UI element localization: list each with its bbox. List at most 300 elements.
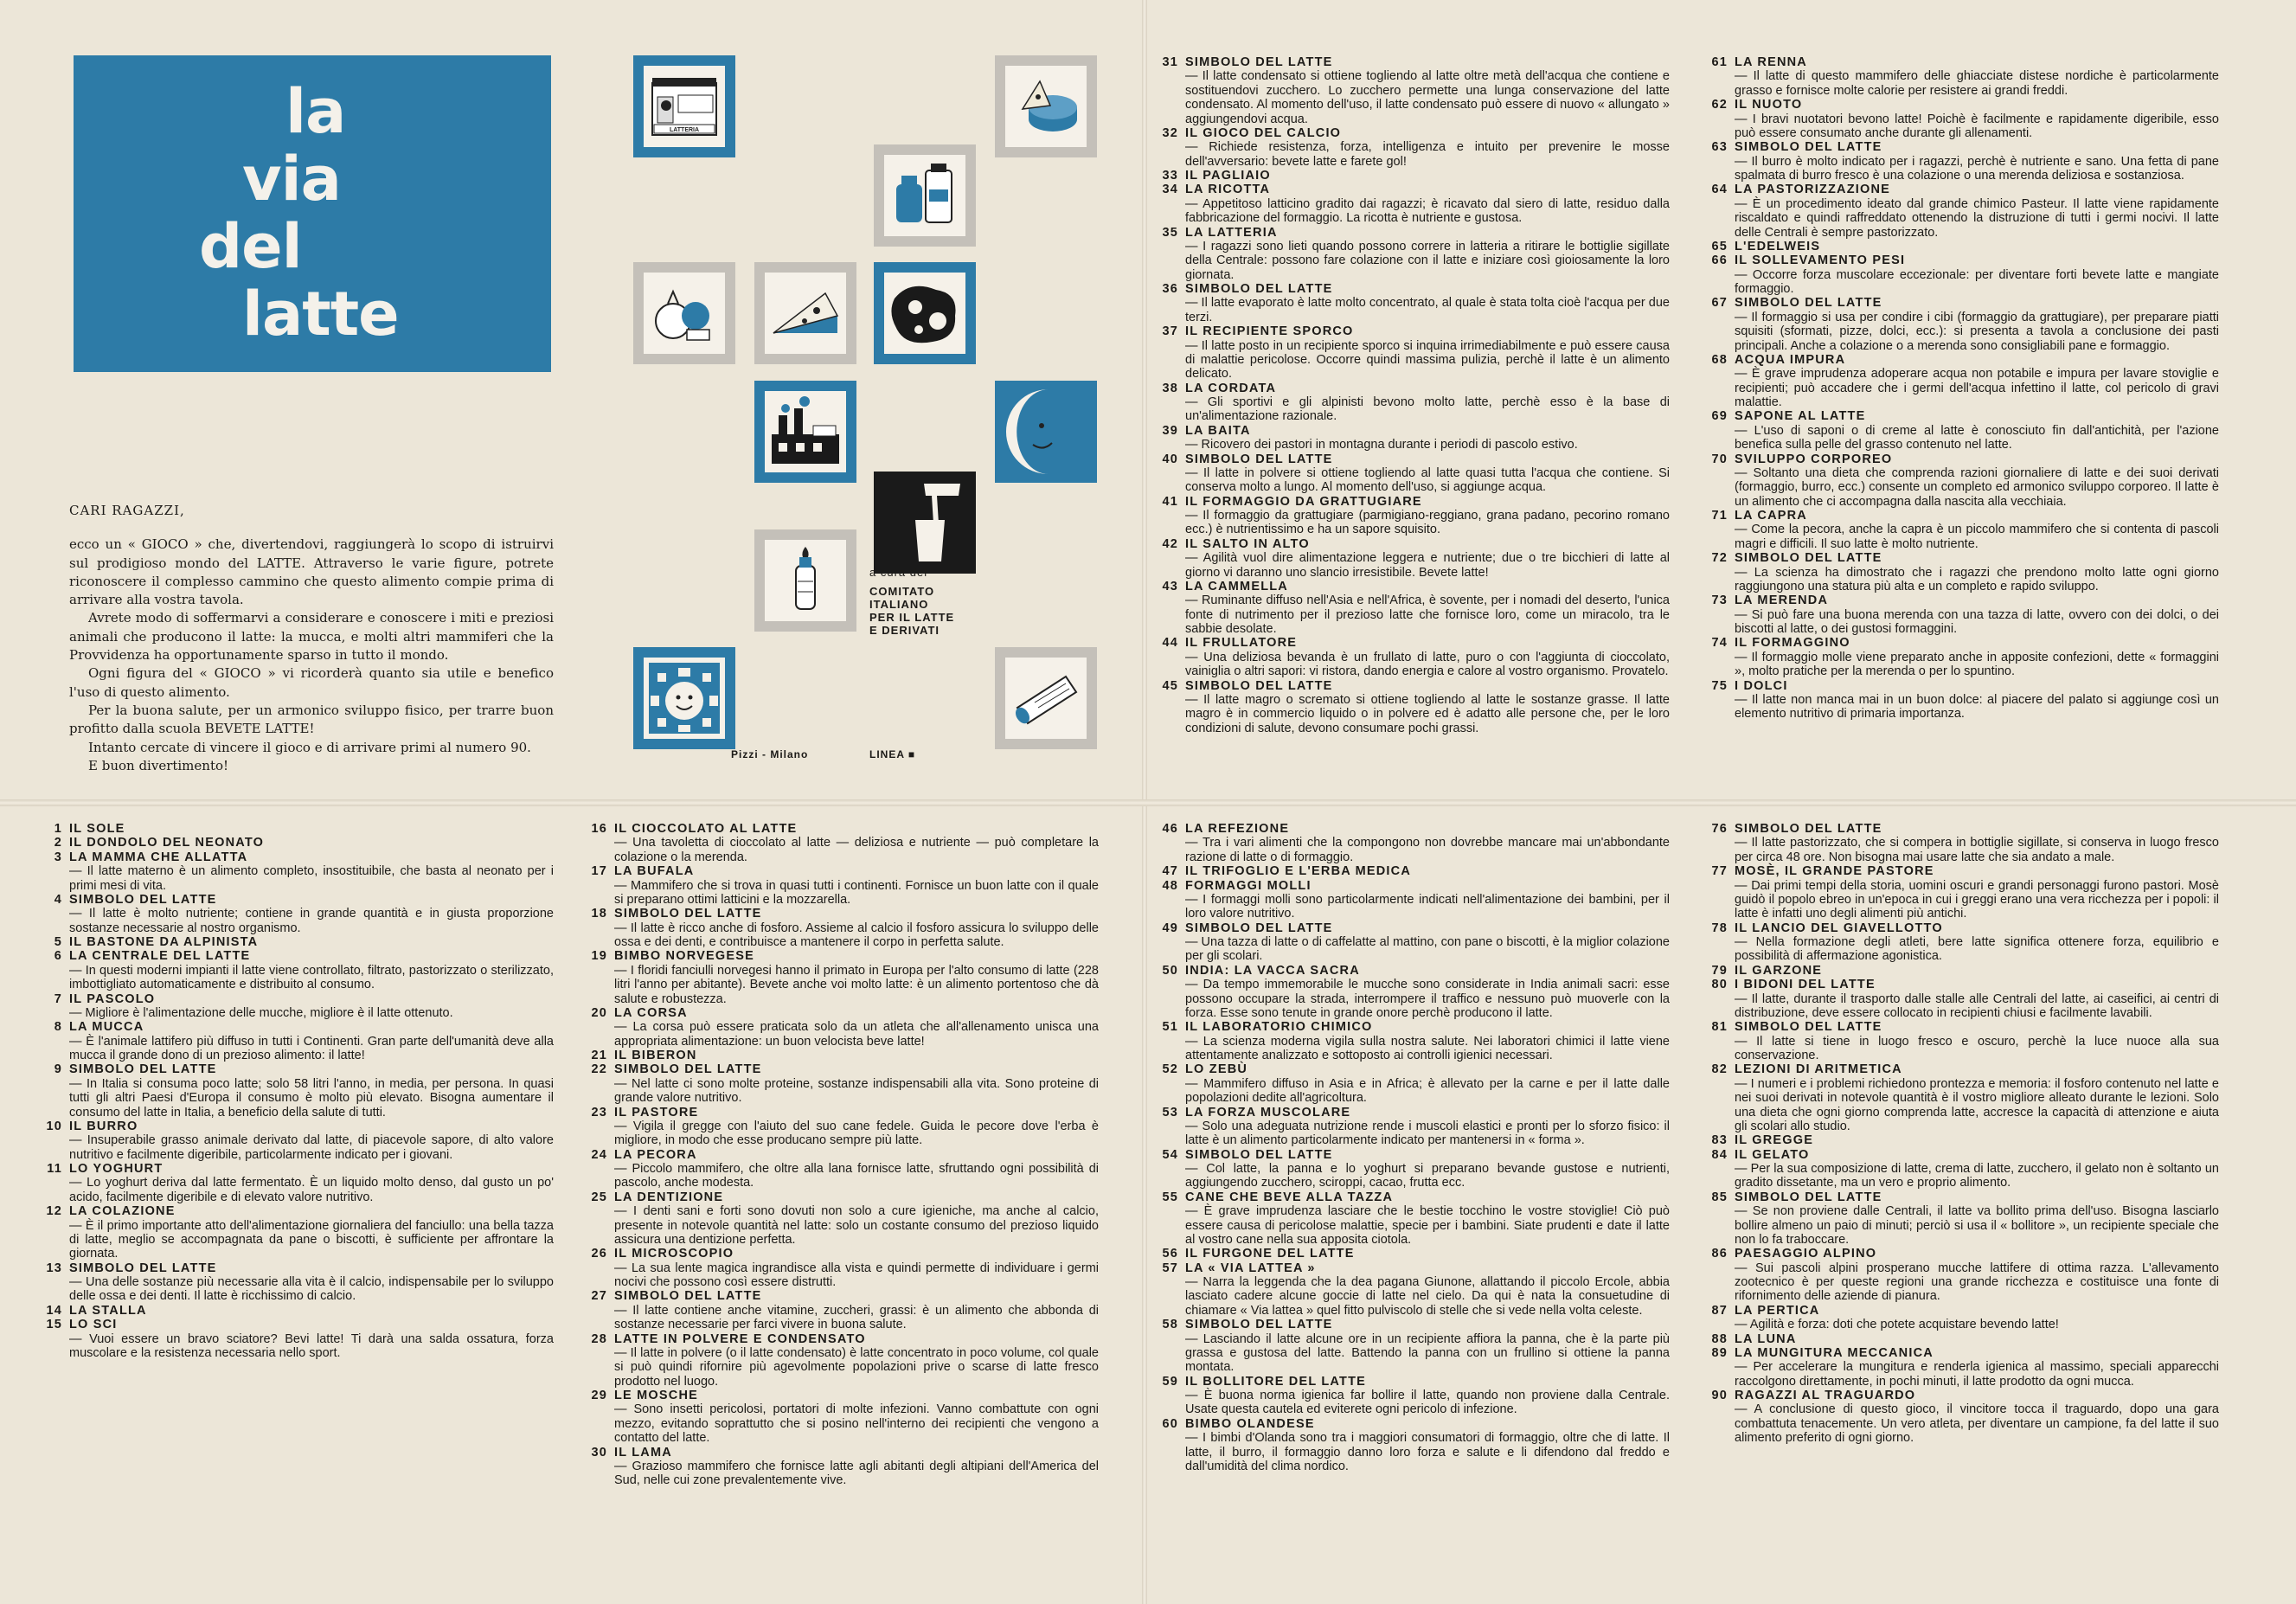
list-item bbox=[588, 949, 1099, 1006]
entry-description: — Il latte è ricco anche di fosforo. Assieme al calcio il fosforo assicura lo sviluppo delle ossa e dei denti, e contribuisce a mantenere il corpo in perfetta salute. bbox=[614, 921, 1099, 949]
entry-number: 54 bbox=[1162, 1147, 1178, 1162]
entry-title: IL BASTONE DA ALPINISTA bbox=[69, 935, 259, 949]
entries-column-76-90 bbox=[1709, 822, 2219, 1446]
entry-title: IL SOLE bbox=[69, 822, 125, 836]
entry-title: IL LABORATORIO CHIMICO bbox=[1185, 1020, 1373, 1035]
entry-title: FORMAGGI MOLLI bbox=[1185, 878, 1312, 893]
entries-column-1-15 bbox=[43, 822, 554, 1360]
list-item bbox=[1159, 382, 1670, 424]
entry-title: LA CORDATA bbox=[1185, 381, 1277, 395]
entry-title: LEZIONI DI ARITMETICA bbox=[1735, 1062, 1902, 1077]
entry-description: — I bimbi d'Olanda sono tra i maggiori consumatori di formaggio, oltre che di latte. Il latte, il burro, il formaggio danno loro forza e salute e li difendono dal freddo e dall'umidità del clima nordico. bbox=[1185, 1431, 1670, 1473]
entry-heading bbox=[1159, 1106, 1670, 1120]
list-item bbox=[43, 1204, 554, 1261]
entry-number: 24 bbox=[591, 1147, 607, 1162]
entry-title: IL NUOTO bbox=[1735, 98, 1803, 112]
entry-number: 36 bbox=[1162, 282, 1178, 296]
entry-description: — Gli sportivi e gli alpinisti bevono molto latte, perchè esso è la base di un'alimentazione razionale. bbox=[1185, 395, 1670, 424]
entry-title: SIMBOLO DEL LATTE bbox=[1185, 678, 1333, 693]
entries-column-16-30 bbox=[588, 822, 1099, 1488]
list-item bbox=[43, 893, 554, 935]
entry-heading bbox=[43, 1304, 554, 1318]
entry-title: IL FRULLATORE bbox=[1185, 636, 1298, 651]
entry-heading bbox=[1709, 183, 2219, 196]
entry-description: — Il latte si tiene in luogo fresco e oscuro, perchè la luce nuoce alla sua conservazione. bbox=[1735, 1034, 2219, 1062]
list-item bbox=[1709, 1332, 2219, 1346]
entry-title: RAGAZZI AL TRAGUARDO bbox=[1735, 1389, 1916, 1402]
entry-title: SIMBOLO DEL LATTE bbox=[1185, 1318, 1333, 1332]
entry-number: 11 bbox=[47, 1162, 62, 1176]
entry-number: 77 bbox=[1711, 864, 1728, 879]
entry-title: LA BUFALA bbox=[614, 864, 695, 879]
entry-title: IL GREGGE bbox=[1735, 1133, 1814, 1148]
entry-title: LA MUNGITURA MECCANICA bbox=[1735, 1345, 1934, 1360]
entry-title: SIMBOLO DEL LATTE bbox=[1735, 1020, 1882, 1035]
list-item bbox=[1709, 409, 2219, 452]
entry-heading bbox=[1709, 1020, 2219, 1034]
entry-heading bbox=[588, 1006, 1099, 1020]
entry-heading bbox=[588, 1148, 1099, 1162]
entry-number: 51 bbox=[1162, 1020, 1178, 1035]
list-item bbox=[1159, 424, 1670, 452]
entry-description: — Il formaggio da grattugiare (parmigiano-reggiano, grana padano, pecorino romano ecc.) è nutrientissimo e ha un sapore squisito. bbox=[1185, 509, 1670, 537]
entry-heading bbox=[1709, 296, 2219, 310]
intro-greeting: CARI RAGAZZI, bbox=[69, 503, 185, 518]
entry-heading bbox=[588, 1289, 1099, 1303]
entry-heading bbox=[1159, 879, 1670, 893]
list-item bbox=[1709, 1190, 2219, 1248]
entry-title: IL PASTORE bbox=[614, 1105, 699, 1120]
list-item bbox=[1709, 1133, 2219, 1147]
entry-heading bbox=[1709, 1062, 2219, 1076]
entry-heading bbox=[1709, 253, 2219, 267]
milk-glass-icon bbox=[874, 472, 976, 574]
entry-heading bbox=[43, 1204, 554, 1218]
entry-description: — La corsa può essere praticata solo da un atleta che all'allenamento unisca una appropriata alimentazione: un buon velocista beve latte! bbox=[614, 1020, 1099, 1049]
list-item bbox=[1709, 1062, 2219, 1133]
list-item bbox=[588, 1190, 1099, 1248]
entry-title: LA REFEZIONE bbox=[1185, 822, 1290, 836]
entry-title: I BIDONI DEL LATTE bbox=[1735, 978, 1876, 992]
entry-number: 27 bbox=[591, 1289, 607, 1304]
entry-number: 9 bbox=[54, 1062, 62, 1077]
entry-title: SIMBOLO DEL LATTE bbox=[1185, 282, 1333, 296]
entry-description: — Si può fare una buona merenda con una tazza di latte, ovvero con dei dolci, o dei biscotti al latte, o dei gustosi formaggini. bbox=[1735, 607, 2219, 636]
entry-description: — Vigila il gregge con l'aiuto del suo cane fedele. Guida le pecore dove l'erba è migliore, in modo che esse producano sempre più latte. bbox=[614, 1119, 1099, 1148]
entry-number: 63 bbox=[1711, 140, 1728, 155]
entry-title: IL DONDOLO DEL NEONATO bbox=[69, 836, 265, 850]
entry-number: 1 bbox=[54, 822, 62, 836]
entry-number: 69 bbox=[1711, 409, 1728, 424]
entry-description: — È il primo importante atto dell'alimentazione giornaliera del fanciullo: una bella tazza di latte, meglio se accompagnata da pane o biscotti, è sufficiente per affrontare la giornata. bbox=[69, 1218, 554, 1261]
entry-title: LA CORSA bbox=[614, 1005, 688, 1020]
entry-title: CANE CHE BEVE ALLA TAZZA bbox=[1185, 1190, 1394, 1204]
entry-title: IL LAMA bbox=[614, 1445, 672, 1460]
entry-heading bbox=[1159, 324, 1670, 338]
cheese-slice-icon bbox=[754, 262, 856, 364]
entry-heading bbox=[588, 864, 1099, 878]
entry-heading bbox=[588, 1446, 1099, 1460]
entry-heading bbox=[1159, 452, 1670, 466]
baby-bottle-icon bbox=[754, 529, 856, 632]
entry-number: 86 bbox=[1711, 1247, 1728, 1261]
entry-heading bbox=[588, 1049, 1099, 1062]
list-item bbox=[588, 1148, 1099, 1190]
entry-description: — L'uso di saponi o di creme al latte è conosciuto fin dall'antichità, per l'azione benefica sulla pelle del grasso contenuto nel latte. bbox=[1735, 423, 2219, 452]
entry-heading bbox=[588, 949, 1099, 963]
entry-description: — Una deliziosa bevanda è un frullato di latte, puro o con l'aggiunta di cioccolato, vainiglia o altri sapori: vi ristora, dando energia e calore al vostro organismo. Provatelo. bbox=[1185, 650, 1670, 679]
entry-number: 88 bbox=[1711, 1331, 1728, 1346]
entry-number: 35 bbox=[1162, 225, 1178, 240]
entry-title: LA PERTICA bbox=[1735, 1303, 1820, 1318]
list-item bbox=[588, 864, 1099, 907]
printer-credit: Pizzi - Milano bbox=[731, 748, 809, 760]
entry-description: — In questi moderni impianti il latte viene controllato, filtrato, pastorizzato o sterilizzato, imbottigliato automaticamente e distribuito al consumo. bbox=[69, 963, 554, 992]
list-item bbox=[1159, 282, 1670, 324]
entry-title: LA RICOTTA bbox=[1185, 183, 1271, 197]
entry-number: 65 bbox=[1711, 239, 1728, 253]
entry-description: — Il latte evaporato è latte molto concentrato, al quale è stata tolta cioè l'acqua per due terzi. bbox=[1185, 296, 1670, 324]
entry-description: — Il latte in polvere (o il latte condensato) è latte concentrato in poco volume, col quale si può quindi rifornire più agevolmente popolazioni prive o scarse di latte fresco prodotto nel luogo. bbox=[614, 1345, 1099, 1389]
entry-heading bbox=[43, 949, 554, 963]
entry-heading bbox=[588, 822, 1099, 836]
entry-number: 23 bbox=[591, 1105, 607, 1120]
entry-heading bbox=[43, 836, 554, 850]
entry-title: LA COLAZIONE bbox=[69, 1204, 176, 1219]
entry-heading bbox=[1709, 55, 2219, 69]
entry-description: — Grazioso mammifero che fornisce latte agli abitanti degli altipiani dell'America del Sud, nelle cui zone prevalentemente vive. bbox=[614, 1459, 1099, 1488]
entry-heading bbox=[1159, 1261, 1670, 1275]
list-item bbox=[1709, 978, 2219, 1020]
entry-heading bbox=[1159, 282, 1670, 296]
list-item bbox=[1709, 864, 2219, 921]
list-item bbox=[1159, 636, 1670, 678]
entries-column-61-75 bbox=[1709, 55, 2219, 722]
entry-number: 83 bbox=[1711, 1133, 1728, 1148]
entry-title: LA CAPRA bbox=[1735, 509, 1807, 523]
entry-number: 67 bbox=[1711, 296, 1728, 311]
entry-description: — I ragazzi sono lieti quando possono correre in latteria a ritirare le bottiglie sigillate della Centrale: possono fare colazione con il latte e iniziare così gioiosamente la loro giornata. bbox=[1185, 239, 1670, 282]
entry-number: 18 bbox=[591, 907, 607, 921]
entry-heading bbox=[1709, 140, 2219, 154]
entry-description: — Nel latte ci sono molte proteine, sostanze indispensabili alla vita. Sono proteine di grande valore nutritivo. bbox=[614, 1076, 1099, 1106]
entry-heading bbox=[1709, 593, 2219, 607]
entry-heading bbox=[588, 1247, 1099, 1261]
list-item bbox=[1709, 98, 2219, 140]
list-item bbox=[588, 1006, 1099, 1049]
entry-title: IL BIBERON bbox=[614, 1049, 697, 1062]
entry-number: 61 bbox=[1711, 55, 1728, 69]
entry-heading bbox=[43, 1020, 554, 1034]
entry-number: 28 bbox=[591, 1331, 607, 1346]
entry-number: 74 bbox=[1711, 636, 1728, 651]
entry-heading bbox=[588, 1106, 1099, 1120]
intro-paragraph: ecco un « GIOCO » che, divertendovi, raggiungerà lo scopo di istruirvi sul prodigioso mondo del LATTE. Attraverso le varie figure, potrete riconoscere il complesso cammino che questo alimento compie prima di arrivare alla vostra tavola. bbox=[69, 536, 554, 608]
credit-committee-line: COMITATO bbox=[869, 585, 935, 598]
list-item bbox=[1709, 1346, 2219, 1389]
entry-description: — Il latte è molto nutriente; contiene in grande quantità e in giusta proporzione sostanze necessarie al nostro organismo. bbox=[69, 907, 554, 935]
entry-title: ACQUA IMPURA bbox=[1735, 352, 1846, 367]
entry-number: 72 bbox=[1711, 551, 1728, 566]
entry-description: — I denti sani e forti sono dovuti non solo a cure igieniche, ma anche al calcio, presente in notevole quantità nel latte: solo un costante consumo del prezioso liquido assicura una dentizione perfetta. bbox=[614, 1204, 1099, 1247]
entry-number: 29 bbox=[591, 1389, 607, 1402]
entry-number: 38 bbox=[1162, 381, 1178, 395]
entry-title: IL MICROSCOPIO bbox=[614, 1247, 734, 1261]
entry-description: — Il latte magro o scremato si ottiene togliendo al latte le sostanze grasse. Il latte magro è in commercio liquido o in polvere ed è adatto alle persone che, per le loro condizioni di salute, devono consumare pochi grassi. bbox=[1185, 692, 1670, 735]
entry-heading bbox=[1709, 240, 2219, 253]
entry-heading bbox=[1709, 978, 2219, 991]
entry-heading bbox=[43, 1318, 554, 1331]
entry-title: SIMBOLO DEL LATTE bbox=[69, 892, 217, 907]
entry-heading bbox=[1709, 409, 2219, 423]
entry-title: SIMBOLO DEL LATTE bbox=[1185, 921, 1333, 935]
list-item bbox=[1709, 240, 2219, 253]
entry-heading bbox=[43, 1062, 554, 1076]
entry-number: 80 bbox=[1711, 978, 1728, 992]
entry-title: IL FORMAGGIO DA GRATTUGIARE bbox=[1185, 494, 1422, 509]
entry-title: SIMBOLO DEL LATTE bbox=[614, 1062, 762, 1077]
list-item bbox=[588, 1389, 1099, 1446]
entry-number: 22 bbox=[591, 1062, 607, 1077]
entry-description: — Richiede resistenza, forza, intelligenza e intuito per prevenire le mosse dell'avversario: bevete latte e farete gol! bbox=[1185, 140, 1670, 169]
entry-title: LA LUNA bbox=[1735, 1331, 1797, 1346]
entry-title: LO SCI bbox=[69, 1318, 118, 1332]
entry-title: IL BOLLITORE DEL LATTE bbox=[1185, 1374, 1366, 1389]
list-item bbox=[43, 1261, 554, 1304]
list-item bbox=[1159, 864, 1670, 878]
entry-title: SIMBOLO DEL LATTE bbox=[1735, 551, 1882, 566]
entry-description: — Migliore è l'alimentazione delle mucche, migliore è il latte ottenuto. bbox=[69, 1005, 453, 1020]
entry-heading bbox=[1709, 822, 2219, 836]
entry-title: LA MUCCA bbox=[69, 1020, 144, 1035]
list-item bbox=[1709, 964, 2219, 978]
entry-heading bbox=[1159, 1148, 1670, 1162]
entry-number: 50 bbox=[1162, 963, 1178, 978]
list-item bbox=[1709, 296, 2219, 353]
list-item bbox=[588, 1247, 1099, 1289]
list-item bbox=[1709, 1304, 2219, 1332]
entry-description: — Il latte materno è un alimento completo, insostituibile, che basta al neonato per i primi mesi di vita. bbox=[69, 864, 554, 893]
list-item bbox=[1159, 580, 1670, 637]
entry-title: IL LANCIO DEL GIAVELLOTTO bbox=[1735, 921, 1943, 935]
entry-heading bbox=[588, 1190, 1099, 1204]
entry-title: BIMBO NORVEGESE bbox=[614, 949, 754, 964]
entry-heading bbox=[1159, 822, 1670, 836]
entry-number: 7 bbox=[54, 991, 62, 1006]
entry-title: SIMBOLO DEL LATTE bbox=[1185, 1147, 1333, 1162]
entry-description: — Mammifero diffuso in Asia e in Africa; è allevato per la carne e per il latte dalle popolazioni dedite all'agricoltura. bbox=[1185, 1076, 1670, 1106]
entry-number: 44 bbox=[1162, 636, 1178, 651]
entry-heading bbox=[588, 1062, 1099, 1076]
entry-title: IL SOLLEVAMENTO PESI bbox=[1735, 253, 1906, 268]
list-item bbox=[1709, 140, 2219, 183]
cow-spots-icon bbox=[874, 262, 976, 364]
entry-description: — I floridi fanciulli norvegesi hanno il primato in Europa per l'alto consumo di latte (228 litri l'anno per abitante). Bevete anche voi molto latte: è un alimento portentoso che dà salute e robustezza. bbox=[614, 963, 1099, 1006]
entry-number: 60 bbox=[1162, 1416, 1178, 1431]
entry-title: SIMBOLO DEL LATTE bbox=[69, 1062, 217, 1077]
entry-number: 16 bbox=[591, 822, 607, 836]
entry-heading bbox=[1709, 1247, 2219, 1261]
title-block bbox=[74, 55, 551, 372]
list-item bbox=[1159, 879, 1670, 921]
entry-number: 49 bbox=[1162, 921, 1178, 935]
entry-title: MOSÈ, IL GRANDE PASTORE bbox=[1735, 864, 1934, 879]
entry-description: — Dai primi tempi della storia, uomini oscuri e grandi personaggi furono pastori. Mosè guidò il popolo ebreo in un'epoca in cui i greggi erano una vera ricchezza per i popoli: il latte è infatti uno degli alimenti più antichi. bbox=[1735, 878, 2219, 921]
entry-heading bbox=[1159, 126, 1670, 140]
title-line-2: via bbox=[242, 144, 341, 215]
entry-number: 84 bbox=[1711, 1147, 1728, 1162]
entry-title: IL BURRO bbox=[69, 1119, 138, 1133]
entry-heading bbox=[1159, 1190, 1670, 1204]
entry-number: 42 bbox=[1162, 536, 1178, 551]
entry-description: — Col latte, la panna e lo yoghurt si preparano bevande gustose e nutrienti, aggiungendo zucchero, sciroppi, cacao, frutta ecc. bbox=[1185, 1162, 1670, 1190]
entry-heading bbox=[588, 1389, 1099, 1402]
entry-number: 25 bbox=[591, 1190, 607, 1204]
entry-heading bbox=[1709, 1346, 2219, 1360]
entry-heading bbox=[1709, 1304, 2219, 1318]
list-item bbox=[1709, 679, 2219, 722]
credit-committee-line: PER IL LATTE bbox=[869, 610, 955, 624]
intro-paragraph: Ogni figura del « GIOCO » vi ricorderà quanto sia utile e benefico l'uso di questo alimento. bbox=[69, 665, 554, 700]
entry-number: 14 bbox=[46, 1303, 62, 1318]
entry-description: — Il latte posto in un recipiente sporco si inquina irrimediabilmente e può essere causa di malattie pericolose. Occorre quindi massima pulizia, perchè il latte è un alimento delicato. bbox=[1185, 338, 1670, 382]
entry-number: 56 bbox=[1162, 1247, 1178, 1261]
entry-title: SIMBOLO DEL LATTE bbox=[1185, 55, 1333, 69]
entry-heading bbox=[1709, 98, 2219, 112]
entry-description: — Agilità vuol dire alimentazione leggera e nutriente; due o tre bicchieri di latte al giorno vi daranno uno slancio irresistibile. Bevete latte! bbox=[1185, 551, 1670, 580]
credit-committee-line: ITALIANO bbox=[869, 597, 929, 611]
entry-number: 31 bbox=[1162, 55, 1178, 69]
list-item bbox=[43, 935, 554, 949]
entry-title: LA CAMMELLA bbox=[1185, 579, 1288, 593]
entry-description: — Narra la leggenda che la dea pagana Giunone, allattando il piccolo Ercole, abbia lasciato cadere alcune goccie di latte nel cielo. Da qui è nata la consuetudine di chiamare « Via lattea » quel fitto pulviscolo di stelle che si vede nella volta celeste. bbox=[1185, 1275, 1670, 1318]
entry-heading bbox=[1159, 679, 1670, 693]
entry-number: 85 bbox=[1711, 1190, 1728, 1204]
entry-description: — Soltanto una dieta che comprenda razioni giornaliere di latte e dei suoi derivati (formaggio, burro, ecc.) consente un completo ed armonico sviluppo corporeo. Il latte è un alimento che ci accompagna dalla nascita alla vecchiaia. bbox=[1735, 465, 2219, 509]
entry-description: — Da tempo immemorabile le mucche sono considerate in India animali sacri: esse possono occupare la strada, interrompere il traffico e nessuno può muoverle con la forza. Esse sono tenute in grande onore perchè producono il latte. bbox=[1185, 978, 1670, 1020]
list-item bbox=[588, 1062, 1099, 1105]
list-item bbox=[43, 1318, 554, 1360]
entry-title: LA BAITA bbox=[1185, 423, 1251, 438]
list-item bbox=[1709, 452, 2219, 510]
entry-number: 66 bbox=[1711, 253, 1728, 268]
entry-number: 76 bbox=[1711, 822, 1728, 836]
entry-title: LA MERENDA bbox=[1735, 593, 1829, 608]
entries-column-31-45 bbox=[1159, 55, 1670, 735]
entry-number: 30 bbox=[591, 1445, 607, 1460]
list-item bbox=[1709, 253, 2219, 296]
entry-title: LO ZEBÙ bbox=[1185, 1062, 1248, 1077]
entry-description: — Lasciando il latte alcune ore in un recipiente affiora la panna, che è la parte più grassa e gustosa del latte. Battendo la panna con un frullino si ottiene la panna montata. bbox=[1185, 1331, 1670, 1375]
entry-description: — Per accelerare la mungitura e renderla igienica al massimo, speciali apparecchi raccolgono direttamente, in pochi minuti, il latte prodotto da ogni mucca. bbox=[1735, 1360, 2219, 1389]
entry-title: INDIA: LA VACCA SACRA bbox=[1185, 963, 1360, 978]
entry-description: — Per la sua composizione di latte, crema di latte, zucchero, il gelato non è soltanto un gradito dissetante, ma un vero e proprio alimento. bbox=[1735, 1162, 2219, 1190]
intro-paragraph: Avrete modo di soffermarvi a considerare e conoscere i miti e preziosi animali che producono il latte: la mucca, e molti altri mammiferi che la Provvidenza ha opportunamente sparso in tutto il mondo. bbox=[69, 610, 554, 664]
entry-description: — Il formaggio si usa per condire i cibi (formaggio da grattugiare), per preparare piatti squisiti (sformati, pizze, dolci, ecc.): si presenta a tavola a conclusione dei pasti principali. Anche a colazione o a merenda sono consigliabili pane e formaggio. bbox=[1735, 310, 2219, 353]
entry-title: IL CIOCCOLATO AL LATTE bbox=[614, 822, 798, 836]
list-item bbox=[1159, 1148, 1670, 1190]
entry-title: LA PECORA bbox=[614, 1147, 697, 1162]
entry-title: BIMBO OLANDESE bbox=[1185, 1416, 1315, 1431]
dairy-bundle-icon bbox=[633, 262, 735, 364]
entry-heading bbox=[1709, 509, 2219, 523]
entry-number: 89 bbox=[1711, 1345, 1728, 1360]
list-item bbox=[43, 836, 554, 850]
entry-title: IL RECIPIENTE SPORCO bbox=[1185, 324, 1354, 339]
list-item bbox=[1159, 324, 1670, 382]
list-item bbox=[1159, 679, 1670, 736]
entry-heading bbox=[1709, 353, 2219, 367]
entry-description: — Il latte, durante il trasporto dalle stalle alle Centrali del latte, ai caseifici, ai centri di distribuzione, deve essere collocato in recipienti chiusi e facilmente lavabili. bbox=[1735, 991, 2219, 1020]
entry-number: 55 bbox=[1162, 1190, 1178, 1204]
entry-title: LA RENNA bbox=[1735, 55, 1807, 69]
entry-title: SIMBOLO DEL LATTE bbox=[1735, 140, 1882, 155]
entry-title: LA PASTORIZZAZIONE bbox=[1735, 183, 1891, 197]
entry-description: — Tra i vari alimenti che la compongono non dovrebbe mancare mai un'abbondante razione di latte o di formaggio. bbox=[1185, 836, 1670, 864]
intro-paragraph: Intanto cercate di vincere il gioco e di arrivare primi al numero 90. bbox=[88, 739, 531, 755]
list-item bbox=[43, 992, 554, 1021]
entry-description: — Il latte non manca mai in un buon dolce: al piacere del palato si aggiunge così un elemento nutritivo di primaria importanza. bbox=[1735, 692, 2219, 722]
entry-number: 34 bbox=[1162, 183, 1178, 197]
entry-heading bbox=[1709, 964, 2219, 978]
list-item bbox=[588, 1106, 1099, 1148]
credit-committee-line: E DERIVATI bbox=[869, 623, 940, 637]
entry-heading bbox=[43, 992, 554, 1006]
entry-number: 79 bbox=[1711, 963, 1728, 978]
entry-number: 21 bbox=[591, 1049, 607, 1062]
entry-number: 39 bbox=[1162, 423, 1178, 438]
entry-title: SVILUPPO CORPOREO bbox=[1735, 452, 1893, 466]
list-item bbox=[1159, 1247, 1670, 1261]
list-item bbox=[1159, 169, 1670, 183]
entry-description: — Come la pecora, anche la capra è un piccolo mammifero che si contenta di pascoli magri e difficili. Il suo latte è molto nutriente. bbox=[1735, 523, 2219, 551]
entry-description: — È buona norma igienica far bollire il latte, quando non proviene dalla Centrale. Usate questa cautela ed eviterete ogni pericolo di infezione. bbox=[1185, 1389, 1670, 1417]
list-item bbox=[1159, 495, 1670, 537]
list-item bbox=[1159, 822, 1670, 864]
list-item bbox=[1159, 1417, 1670, 1474]
entry-title: L'EDELWEIS bbox=[1735, 239, 1821, 253]
entry-title: IL GARZONE bbox=[1735, 963, 1823, 978]
entry-number: 70 bbox=[1711, 452, 1728, 466]
list-item bbox=[588, 1049, 1099, 1062]
entry-number: 45 bbox=[1162, 678, 1178, 693]
entry-title: IL FURGONE DEL LATTE bbox=[1185, 1247, 1355, 1261]
list-item bbox=[1709, 551, 2219, 593]
entry-heading bbox=[1159, 424, 1670, 438]
entry-description: — È l'animale lattifero più diffuso in tutti i Continenti. Gran parte dell'umanità deve alla mucca il grande dono di un prezioso alimento: il latte! bbox=[69, 1034, 554, 1062]
list-item bbox=[1709, 1148, 2219, 1190]
entry-title: SIMBOLO DEL LATTE bbox=[1735, 1190, 1882, 1204]
entry-number: 20 bbox=[591, 1005, 607, 1020]
list-item bbox=[43, 1304, 554, 1318]
entry-description: — La scienza moderna vigila sulla nostra salute. Nei laboratori chimici il latte viene attentamente analizzato e sottoposto ai controlli igienici necessari. bbox=[1185, 1034, 1670, 1062]
list-item bbox=[1709, 1247, 2219, 1304]
entry-title: SIMBOLO DEL LATTE bbox=[69, 1261, 217, 1275]
entry-description: — Sui pascoli alpini prosperano mucche lattifere di ottima razza. L'allevamento zootecnico è per queste regioni una grande ricchezza e costituisce una fonte di rifornimento delle aziende di pianura. bbox=[1735, 1261, 2219, 1304]
intro-letter bbox=[69, 502, 554, 775]
entry-number: 43 bbox=[1162, 579, 1178, 593]
list-item bbox=[1159, 921, 1670, 964]
list-item bbox=[588, 1289, 1099, 1331]
entry-description: — Il burro è molto indicato per i ragazzi, perchè è nutriente e sano. Una fetta di pane spalmata di burro fresco è una colazione o una merenda deliziosa e sostanziosa. bbox=[1735, 154, 2219, 183]
entry-description: — I bravi nuotatori bevono latte! Poichè è facilmente e rapidamente digeribile, esso può essere consumato anche durante gli allenamenti. bbox=[1735, 112, 2219, 140]
list-item bbox=[1159, 1020, 1670, 1062]
list-item bbox=[588, 1332, 1099, 1389]
entry-title: LATTE IN POLVERE E CONDENSATO bbox=[614, 1331, 866, 1346]
list-item bbox=[1159, 452, 1670, 495]
entry-heading bbox=[43, 1162, 554, 1176]
entry-number: 64 bbox=[1711, 183, 1728, 197]
